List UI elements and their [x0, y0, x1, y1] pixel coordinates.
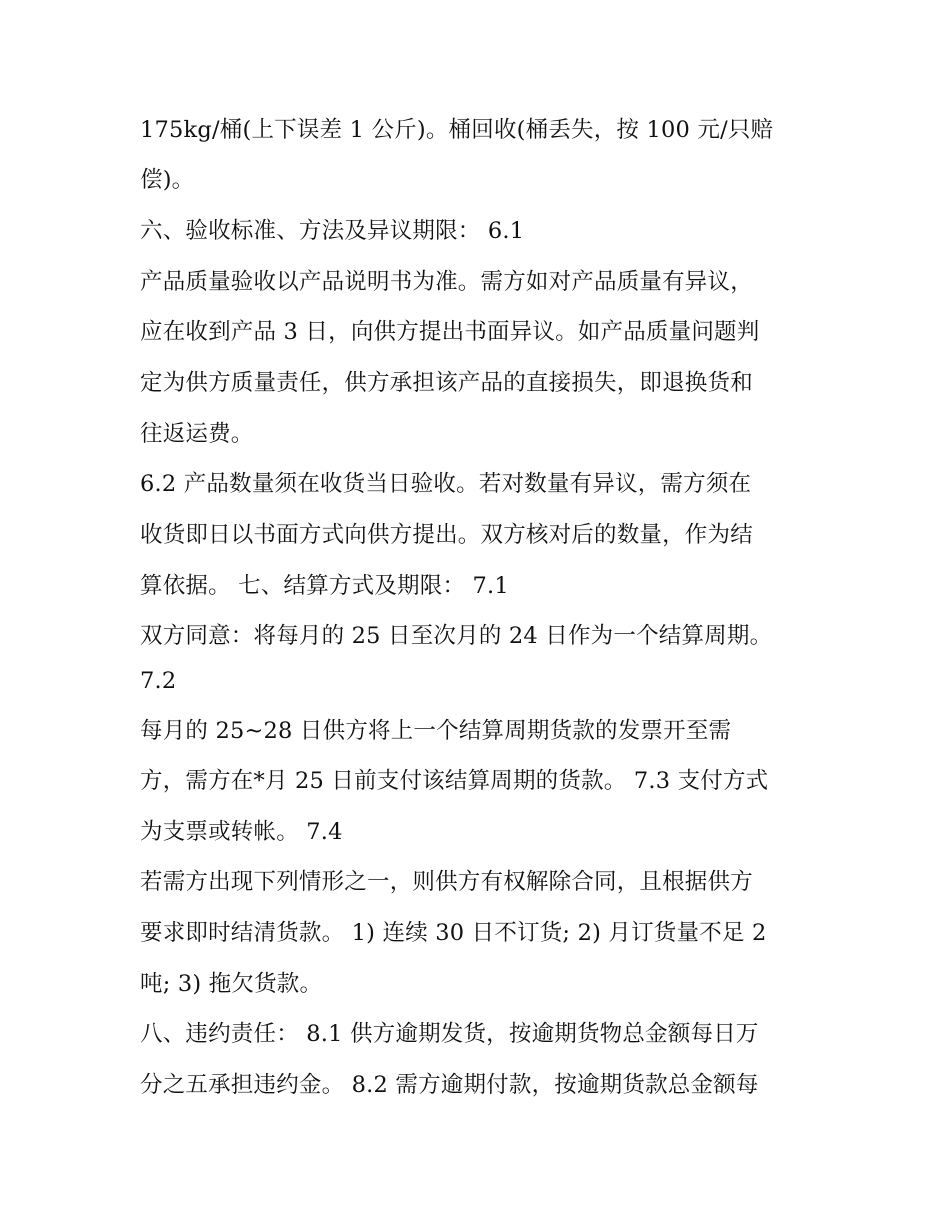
section-heading: 六、验收标准、方法及异议期限： 6.1	[140, 218, 525, 244]
text-line: 收货即日以书面方式向供方提出。双方核对后的数量，作为结	[140, 522, 753, 548]
text-line: 方，需方在*月 25 日前支付该结算周期的货款。 7.3 支付方式	[140, 768, 769, 794]
text-line: 6.2 产品数量须在收货当日验收。若对数量有异议，需方须在	[140, 471, 752, 497]
text-line: 吨; 3) 拖欠货款。	[140, 971, 323, 997]
text-line: 7.2	[140, 668, 177, 694]
text-line: 175kg/桶(上下误差 1 公斤)。桶回收(桶丢失，按 100 元/只赔	[140, 117, 774, 143]
text-line: 应在收到产品 3 日，向供方提出书面异议。如产品质量问题判	[140, 319, 760, 345]
text-line: 为支票或转帐。 7.4	[140, 819, 343, 845]
text-line: 产品质量验收以产品说明书为准。需方如对产品质量有异议，	[140, 269, 753, 295]
text-line: 往返运费。	[140, 421, 254, 447]
section-heading: 八、违约责任： 8.1 供方逾期发货，按逾期货物总金额每日万	[140, 1021, 759, 1047]
text-line: 分之五承担违约金。 8.2 需方逾期付款，按逾期货款总金额每	[140, 1072, 759, 1098]
text-line: 偿)。	[140, 167, 195, 193]
text-line: 要求即时结清货款。 1) 连续 30 日不订货; 2) 月订货量不足 2	[140, 920, 767, 946]
text-line: 若需方出现下列情形之一，则供方有权解除合同，且根据供方	[140, 869, 753, 895]
text-line: 定为供方质量责任，供方承担该产品的直接损失，即退换货和	[140, 370, 753, 396]
text-line: 双方同意：将每月的 25 日至次月的 24 日作为一个结算周期。	[140, 623, 773, 649]
text-line: 每月的 25~28 日供方将上一个结算周期货款的发票开至需	[140, 718, 732, 744]
section-heading: 算依据。 七、结算方式及期限： 7.1	[140, 573, 509, 599]
